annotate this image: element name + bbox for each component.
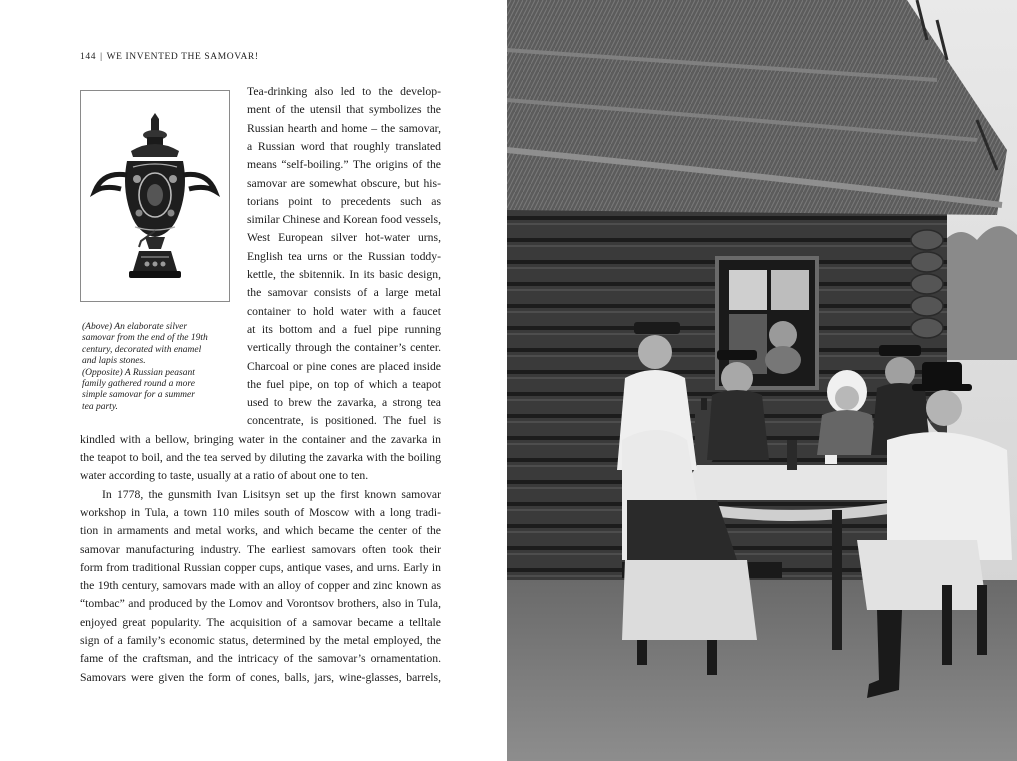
text-line: enjoyed great popularity. The acquisition of a samovar became a telltale [80,615,441,629]
text-line: the samovar consists of a large metal [247,286,441,300]
text-line: “tombac” and produced by the Lomov and Vorontsov brothers, also in Tula, [80,597,441,611]
caption-line: century, decorated with enamel [82,344,202,355]
text-line: Tea-drinking also led to the develop- [247,85,441,98]
caption-line: family gathered round a more [82,379,195,390]
text-line: a Russian word that roughly translated [247,139,441,153]
right-page [507,0,1017,761]
tea-party-photo [507,0,1017,761]
page-number: 144 [80,52,97,62]
text-line: form from traditional Russian copper cups, antique vases, and urns. Early in [80,560,441,574]
text-line: means “self-boiling.” The origins of the [247,158,441,172]
text-line: Russian hearth and home – the samovar, [247,121,441,135]
text-line: the teapot to boil, and the tea served by diluting the zavarka with the boiling [80,451,441,464]
text-line: In 1778, the gunsmith Ivan Lisitsyn set up the first known samovar [102,487,441,501]
caption-line: simple samovar for a summer [82,390,195,401]
text-line: water according to taste, usually at a ratio of about one to ten. [80,469,369,483]
text-line: concentrate, is positioned. The fuel is [247,414,441,428]
figure-caption [82,322,230,413]
text-line: at its bottom and a fuel pipe running [247,322,441,336]
text-line: Charcoal or pine cones are placed inside [247,359,441,373]
text-line: West European silver hot-water urns, [247,231,441,245]
text-line: samovar manufacturing industry. The earliest samovars often took their [80,542,441,556]
caption-line: samovar from the end of the 19th [82,333,208,344]
text-line: samovar are somewhat obscure, but his- [247,176,441,190]
caption-line: (Opposite) A Russian peasant [82,367,195,378]
text-line: Samovars were given the form of cones, balls, jars, wine-glasses, barrels, [80,670,441,684]
text-line: container to hold water with a faucet [247,304,441,318]
caption-line: and lapis stones. [82,356,146,367]
header-separator: | [100,52,103,62]
text-line: kettle, the sbitennik. In its basic design, [247,268,441,281]
samovar-figure [80,90,230,302]
text-line: English tea urns or the Russian toddy- [247,249,441,263]
samovar-icon [81,91,229,301]
text-line: kindled with a bellow, bringing water in the container and the zavarka in [80,432,441,446]
text-line: sign of a family’s economic status, determined by the metal employed, the [80,634,441,647]
caption-line: tea party. [82,401,118,412]
running-title: WE INVENTED THE SAMOVAR! [106,52,259,62]
caption-line: (Above) An elaborate silver [82,322,188,332]
text-line: the 19th century, samovars made with an alloy of copper and zinc known as [80,579,441,593]
text-line: fame of the craftsman, and the intricacy of the samovar’s ornamentation. [80,652,441,666]
text-line: tion in armaments and metal works, and which became the center of the [80,524,441,538]
text-line: ment of the utensil that symbolizes the [247,103,441,117]
text-line: similar Chinese and Korean food vessels, [247,213,441,227]
text-line: used to brew the zavarka, a strong tea [247,396,441,410]
text-line: the fuel pipe, on top of which a teapot [247,377,441,391]
running-header [80,52,259,62]
text-line: vertically through the container’s center. [247,341,441,355]
left-page [0,0,507,761]
text-line: torians point to precedents such as [247,194,441,208]
text-line: workshop in Tula, a town 110 miles south of Moscow with a long tradi- [80,505,441,519]
